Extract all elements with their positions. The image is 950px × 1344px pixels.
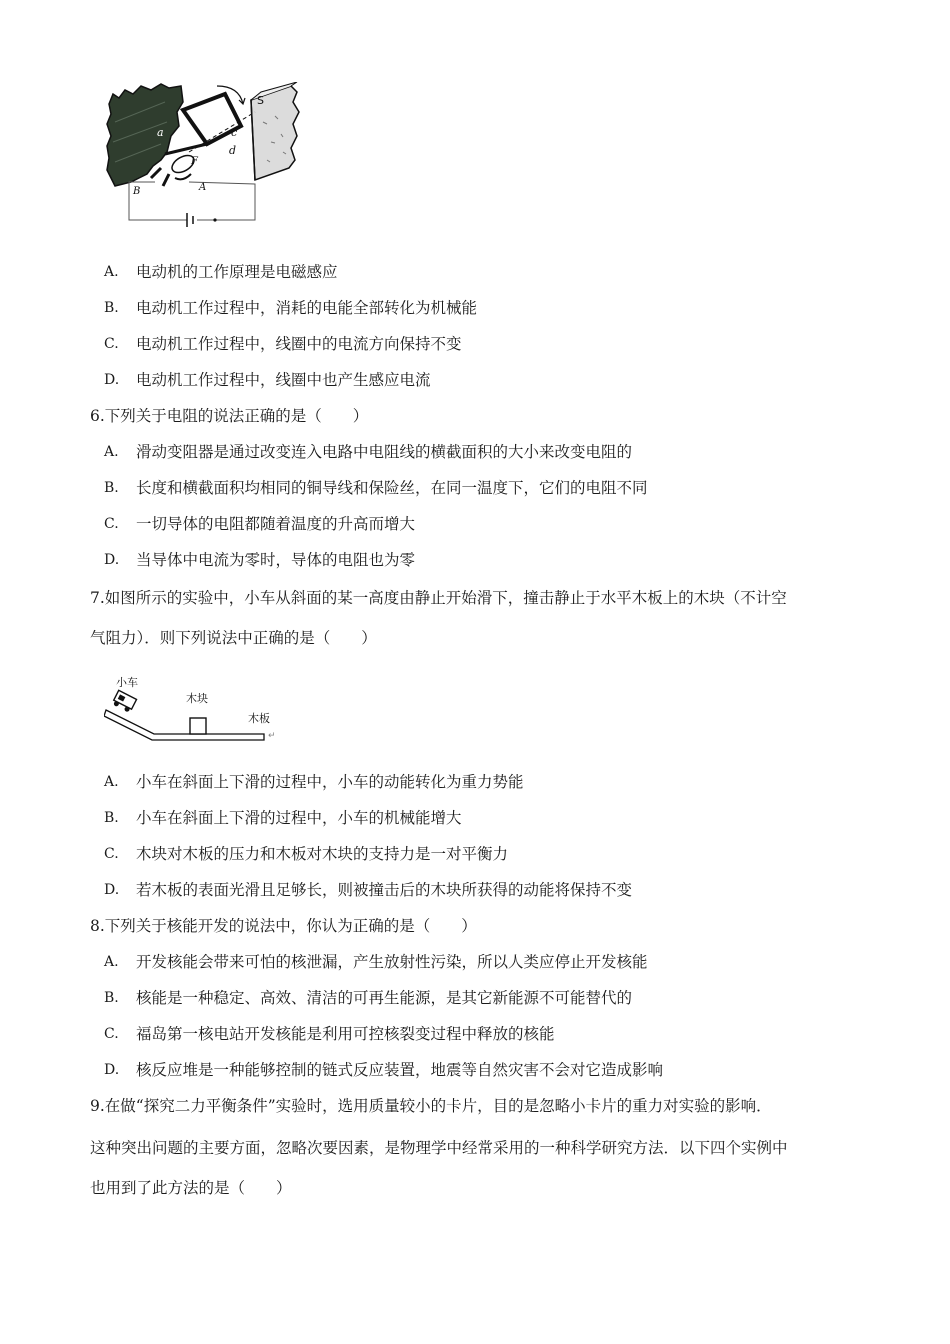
battery <box>187 213 193 227</box>
option-text: 当导体中电流为零时，导体的电阻也为零 <box>136 551 416 569</box>
svg-text:↵: ↵ <box>268 731 276 741</box>
motor-label: A <box>199 182 207 193</box>
motor-label: a <box>157 126 164 139</box>
question-stem: 气阻力）．则下列说法中正确的是（ ） <box>90 629 377 647</box>
option-letter: A. <box>104 774 119 790</box>
option-text: 电动机工作过程中，消耗的电能全部转化为机械能 <box>136 299 478 317</box>
question-stem: 也用到了此方法的是（ ） <box>90 1179 292 1197</box>
option-letter: D. <box>104 552 120 568</box>
option-text: 小车在斜面上下滑的过程中，小车的机械能增大 <box>136 809 462 827</box>
option-text: 电动机工作过程中，线圈中也产生感应电流 <box>136 371 431 389</box>
option-text: 电动机工作过程中，线圈中的电流方向保持不变 <box>136 335 462 353</box>
option-letter: B. <box>104 810 119 826</box>
question-stem: 6.下列关于电阻的说法正确的是（ ） <box>90 407 369 425</box>
question-stem: 这种突出问题的主要方面，忽略次要因素，是物理学中经常采用的一种科学研究方法．以下四个实例中 <box>90 1139 788 1157</box>
option-letter: C. <box>104 846 119 862</box>
motor-label: d <box>229 144 237 157</box>
question-stem: 7.如图所示的实验中，小车从斜面的某一高度由静止开始滑下，撞击静止于水平木板上的木块（不计空 <box>90 589 787 607</box>
block-label: 木块 <box>186 692 208 705</box>
magnet-n <box>107 84 183 186</box>
motor-label: F <box>191 156 198 167</box>
option-letter: B. <box>104 480 119 496</box>
option-text: 一切导体的电阻都随着温度的升高而增大 <box>136 515 416 533</box>
option-letter: A. <box>104 444 119 460</box>
wood-block <box>190 718 206 734</box>
option-text: 若木板的表面光滑且足够长，则被撞击后的木块所获得的动能将保持不变 <box>136 881 633 899</box>
car-label: 小车 <box>116 676 138 689</box>
option-letter: D. <box>104 882 120 898</box>
option-letter: D. <box>104 372 120 388</box>
motor-label: c <box>231 126 238 139</box>
option-letter: B. <box>104 990 119 1006</box>
option-text: 福岛第一核电站开发核能是利用可控核裂变过程中释放的核能 <box>136 1025 555 1043</box>
motor-label: S <box>257 94 264 107</box>
motor-diagram <box>105 82 305 227</box>
circuit-wire <box>129 182 255 220</box>
motor-label: B <box>133 186 141 197</box>
option-letter: C. <box>104 1026 119 1042</box>
option-text: 电动机的工作原理是电磁感应 <box>136 263 338 281</box>
option-text: 小车在斜面上下滑的过程中，小车的动能转化为重力势能 <box>136 773 524 791</box>
motor-label: b <box>187 90 195 103</box>
option-letter: C. <box>104 516 119 532</box>
option-text: 长度和横截面积均相同的铜导线和保险丝，在同一温度下，它们的电阻不同 <box>136 479 648 497</box>
board-label: 木板 <box>248 712 270 725</box>
question-stem: 8.下列关于核能开发的说法中，你认为正确的是（ ） <box>90 917 477 935</box>
option-letter: D. <box>104 1062 120 1078</box>
option-letter: A. <box>104 954 119 970</box>
option-text: 核反应堆是一种能够控制的链式反应装置，地震等自然灾害不会对它造成影响 <box>136 1061 664 1079</box>
incline-board <box>104 710 264 740</box>
option-text: 滑动变阻器是通过改变连入电路中电阻线的横截面积的大小来改变电阻的 <box>136 443 633 461</box>
option-text: 开发核能会带来可怕的核泄漏，产生放射性污染，所以人类应停止开发核能 <box>136 953 648 971</box>
incline-diagram <box>104 672 284 744</box>
option-text: 核能是一种稳定、高效、清洁的可再生能源，是其它新能源不可能替代的 <box>136 989 633 1007</box>
option-letter: B. <box>104 300 119 316</box>
option-letter: A. <box>104 264 119 280</box>
cart <box>112 690 137 713</box>
option-text: 木块对木板的压力和木板对木块的支持力是一对平衡力 <box>136 845 509 863</box>
option-letter: C. <box>104 336 119 352</box>
question-stem: 9.在做“探究二力平衡条件”实验时，选用质量较小的卡片，目的是忽略小卡片的重力对实验的影响． <box>90 1097 772 1115</box>
